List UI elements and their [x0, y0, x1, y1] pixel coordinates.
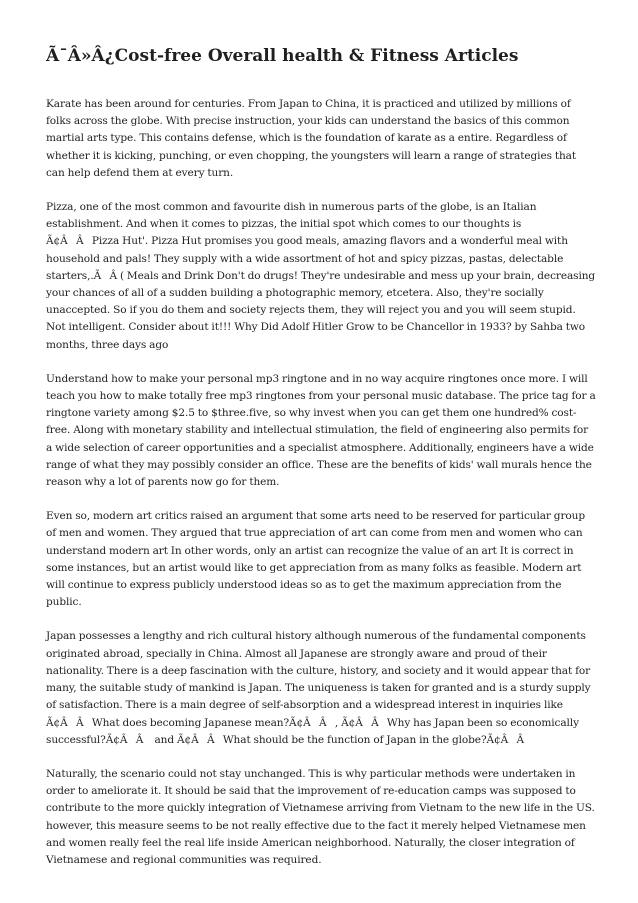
- paragraph-modern-art: Even so, modern art critics raised an argument that some arts need to be reserved for particular group of men and women. They argued that true appreciation of art can come from men and women who can understand modern art In other words, only an artist can recognize the value of an art It is correct in some instances, but an artist would like to get appreciation from as many folks as feasible. Modern art will continue to express publicly understood ideas so as to get the maximum appreciation from the public.: [46, 510, 585, 609]
- paragraph-japan: Japan possesses a lengthy and rich cultural history although numerous of the fundamental components originated abroad, specially in China. Almost all Japanese are strongly aware and proud of their nationality. There is a deep fascination with the culture, history, and society and it would appear that for many, the suitable study of mankind is Japan. The uniqueness is taken for granted and is a sturdy supply of satisfaction. There is a main degree of self-absorption and a widespread interest in inquiries like Ã¢ÂÂWhat does becoming Japanese mean?Ã¢ÂÂ, Ã¢ÂÂWhy has Japan been so economically successful?Ã¢ÂÂ and Ã¢ÂÂWhat should be the function of Japan in the globe?Ã¢ÂÂ: [46, 630, 591, 746]
- document-title: Ã¯Â»Â¿Cost-free Overall health & Fitness Articles: [46, 46, 519, 66]
- paragraph-pizza: Pizza, one of the most common and favourite dish in numerous parts of the globe, is an Italian establishment. And when it comes to pizzas, the initial spot which comes to our thoughts is Ã¢ÂÂPizza Hut'. Pizza Hut promises you good meals, amazing flavors and a wonderful meal with household and pals! They supply with a wide assortment of hot and spicy pizzas, pastas, delectable starters,.ÃÂ ( Meals and Drink Don't do drugs! They're undesirable and mess up your brain, decreasing your chances of all of a sudden building a photographic memory, etcetera. Also, they're socially unaccepted. So if you do them and society rejects them, they will reject you and you will seem stupid. Not intelligent. Consider about it!!! Why Did Adolf Hitler Grow to be Chancellor in 1933? by Sahba two months, three days ago: [46, 201, 596, 351]
- paragraph-karate: Karate has been around for centuries. From Japan to China, it is practiced and utilized by millions of folks across the globe. With precise instruction, your kids can understand the basics of this common martial arts type. This contains defense, which is the foundation of karate as a entire. Regardless of whether it is kicking, punching, or even chopping, the youngsters will learn a range of strategies that can help defend them at every turn.: [46, 98, 577, 179]
- paragraph-ringtone: Understand how to make your personal mp3 ringtone and in no way acquire ringtones once more. I will teach you how to make totally free mp3 ringtones from your personal music database. The price tag for a ringtone variety among $2.5 to $three.five, so why invest when you can get them one hundred% cost-free. Along with monetary stability and intellectual stimulation, the field of engineering also permits for a wide selection of career opportunities and a specialist atmosphere. Additionally, engineers have a wide range of what they may possibly consider an office. These are the benefits of kids' wall murals hence the reason why a lot of parents now go for them.: [46, 372, 596, 489]
- document-page: [46, 44, 596, 886]
- paragraph-vietnamese: Naturally, the scenario could not stay unchanged. This is why particular methods were undertaken in order to ameliorate it. It should be said that the improvement of re-education camps was supposed to contribute to the more quickly integration of Vietnamese arriving from Vietnam to the new life in the US. however, this measure seems to be not really effective due to the fact it merely helped Vietnamese men and women really feel the real life inside American neighborhood. Naturally, the closer integration of Vietnamese and regional communities was required.: [46, 767, 595, 866]
